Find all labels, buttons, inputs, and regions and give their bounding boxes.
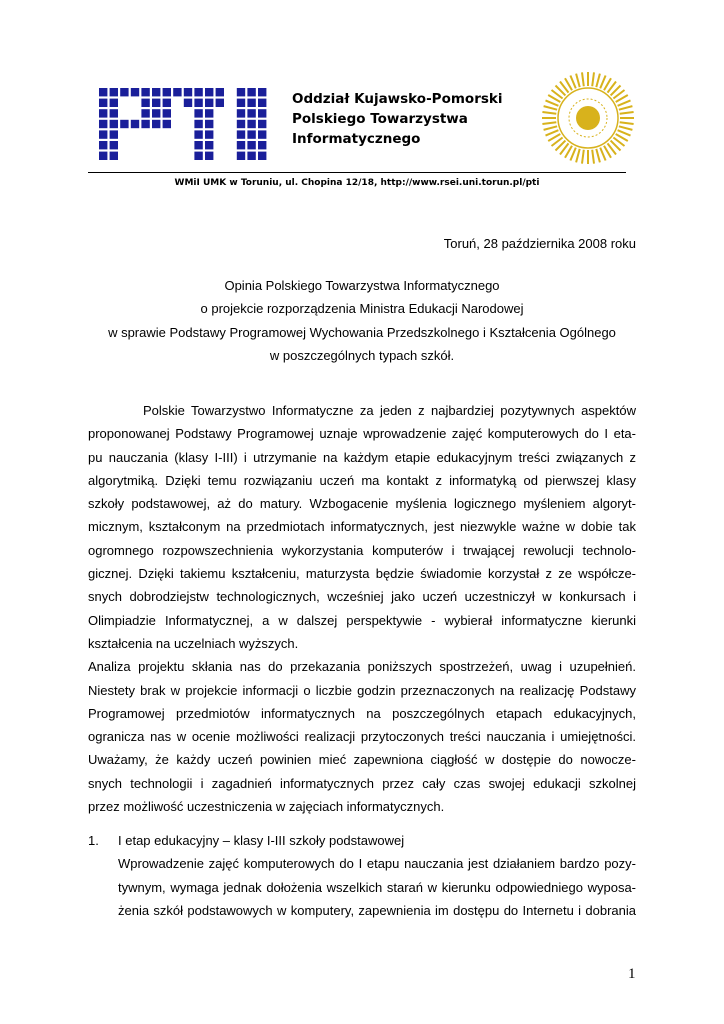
logo-block	[99, 109, 107, 117]
paragraph-line: snych dobrodziejstw technologicznych, wcześniej jako uczeń uczestniczył w konkursach i	[88, 589, 636, 605]
seal-ray	[542, 112, 556, 114]
logo-block	[247, 141, 255, 149]
header-address: WMiI UMK w Toruniu, ul. Chopina 12/18, http://www.rsei.uni.torun.pl/pti	[174, 178, 540, 188]
logo-block	[258, 120, 266, 128]
seal-ray	[618, 100, 631, 105]
logo-block	[152, 88, 160, 96]
logo-block	[141, 109, 149, 117]
logo-block	[99, 152, 107, 160]
logo-block	[258, 99, 266, 107]
paragraph-line: Polskie Towarzystwo Informatyczne za jeden z najbardziej pozytywnych aspektów	[143, 403, 636, 418]
logo-block	[205, 88, 213, 96]
seal-ray	[582, 72, 584, 86]
logo-block	[194, 120, 202, 128]
logo-block	[205, 130, 213, 138]
logo-block	[247, 120, 255, 128]
paragraph-line: algorytmiką. Dzięki temu rozwiązaniu uczeń ma kontakt z informatyką od pierwszej klasy	[88, 472, 636, 488]
logo-block	[247, 152, 255, 160]
title-line-3: w sprawie Podstawy Programowej Wychowania Przedszkolnego i Kształcenia Ogólnego	[108, 324, 616, 340]
logo-block	[205, 109, 213, 117]
logo-block	[258, 152, 266, 160]
seal-ray	[618, 130, 631, 135]
seal-ray	[546, 100, 559, 105]
org-name-line-2: Polskiego Towarzystwa	[292, 111, 468, 127]
logo-block	[258, 141, 266, 149]
paragraph-line: ogranicza nas w ocenie możliwości realizacji przytoczonych treści nauczania i umiejętności.	[88, 729, 636, 745]
logo-block	[247, 88, 255, 96]
list-item-number: 1.	[88, 833, 99, 848]
document-body	[88, 399, 636, 818]
logo-block	[184, 99, 192, 107]
logo-block	[216, 88, 224, 96]
logo-block	[99, 141, 107, 149]
logo-block	[152, 99, 160, 107]
paragraph-line: przez możliwość uczestniczenia w zajęciach informatycznych.	[88, 799, 445, 815]
logo-block	[194, 109, 202, 117]
logo-block	[194, 130, 202, 138]
organization-name	[292, 89, 503, 149]
logo-block	[163, 120, 171, 128]
logo-block	[237, 152, 245, 160]
logo-block	[163, 88, 171, 96]
list-item-line: Wprowadzenie zajęć komputerowych do I etapu nauczania jest działaniem bardzo pozy-	[118, 856, 636, 872]
logo-block	[237, 109, 245, 117]
seal-ray	[619, 126, 633, 130]
logo-block	[99, 99, 107, 107]
logo-block	[205, 141, 213, 149]
logo-block	[110, 109, 118, 117]
logo-block	[141, 120, 149, 128]
org-name-line-1: Oddział Kujawsko-Pomorski	[292, 91, 503, 107]
header-divider	[88, 172, 626, 173]
logo-block	[258, 130, 266, 138]
logo-block	[216, 99, 224, 107]
seal-ray	[542, 122, 556, 124]
logo-block	[141, 88, 149, 96]
pti-logo	[99, 88, 271, 160]
logo-block	[163, 109, 171, 117]
logo-block	[110, 130, 118, 138]
seal-ray	[576, 74, 580, 88]
seal-ray	[620, 122, 634, 124]
logo-block	[131, 120, 139, 128]
logo-block	[194, 99, 202, 107]
logo-block	[237, 120, 245, 128]
logo-block	[258, 88, 266, 96]
paragraph-line: kształcenia na uczelniach wyższych.	[88, 635, 299, 651]
seal-ray	[592, 72, 594, 86]
logo-block	[110, 88, 118, 96]
seal-ray	[546, 130, 559, 135]
seal-ray	[582, 150, 584, 164]
numbered-list	[88, 829, 636, 922]
paragraph-line: Uważamy, że każdy uczeń powinien mieć zapewniona ciągłość w dostępie do nowocze-	[88, 752, 636, 768]
list-item-1-body	[88, 852, 636, 922]
logo-block	[205, 99, 213, 107]
seal-ray	[592, 150, 594, 164]
logo-block	[141, 99, 149, 107]
logo-block	[99, 120, 107, 128]
logo-block	[205, 120, 213, 128]
seal-ray	[619, 106, 633, 110]
logo-block	[205, 152, 213, 160]
paragraph-line: proponowanej Podstawy Programowej uznaje wprowadzenie zajęć komputerowych do I eta-	[88, 426, 636, 442]
seal-ray	[576, 149, 580, 163]
paragraph-line: micznym, kształconym na przedmiotach informatycznych, jest niezwykle ważne w dobie tak	[88, 519, 636, 535]
paragraph-line: ogromnego rozpowszechnienia wykorzystania komputerów i trwającej rewolucji technolo-	[88, 542, 636, 558]
seal-ray	[570, 76, 575, 89]
logo-block	[194, 88, 202, 96]
logo-block	[110, 99, 118, 107]
seal-ray	[596, 149, 600, 163]
seal-ray	[570, 148, 575, 161]
logo-block	[237, 141, 245, 149]
logo-block	[110, 120, 118, 128]
logo-block	[247, 99, 255, 107]
logo-block	[99, 130, 107, 138]
paragraph-line: pu nauczania (klasy I-III) i utrzymanie na każdym etapie edukacyjnym treści związanych z	[88, 449, 636, 465]
page-number: 1	[628, 966, 636, 982]
paragraph-line: Olimpiadzie Informatycznej, a w dalszej perspektywie - wybierał informatyczne kierunki	[88, 612, 636, 628]
title-line-1: Opinia Polskiego Towarzystwa Informatycznego	[224, 278, 500, 293]
logo-block	[237, 99, 245, 107]
document-date: Toruń, 28 października 2008 roku	[443, 236, 636, 251]
list-item-1-heading	[88, 829, 636, 852]
logo-block	[184, 88, 192, 96]
logo-block	[194, 141, 202, 149]
seal-ray	[620, 112, 634, 114]
seal-ray	[596, 74, 600, 88]
logo-block	[194, 152, 202, 160]
list-item-line: tywnym, wymaga jednak dołożenia wszelkich starań w kierunku odpowiedniego wyposa-	[118, 879, 636, 895]
paragraph-2	[88, 655, 636, 818]
title-line-2: o projekcie rozporządzenia Ministra Edukacji Narodowej	[200, 301, 524, 317]
logo-block	[120, 120, 128, 128]
list-item-title: I etap edukacyjny – klasy I-III szkoły podstawowej	[118, 833, 405, 848]
paragraph-line: szkoły podstawowej, aż do matury. Wzbogacenie myślenia logicznego myśleniem algoryt-	[88, 496, 636, 512]
logo-block	[110, 141, 118, 149]
paragraph-line: Analiza projektu skłania nas do przekazania poniższych spostrzeżeń, uwag i uzupełnień.	[88, 659, 636, 675]
paragraph-line: gicznej. Dzięki takiemu kształceniu, maturzysta będzie świadomie korzystał z ze współcze-	[88, 566, 636, 582]
logo-block	[247, 109, 255, 117]
document-title	[88, 274, 636, 367]
logo-block	[237, 88, 245, 96]
title-line-4: w poszczególnych typach szkół.	[269, 347, 455, 363]
seal-ray	[600, 76, 605, 89]
seal-ray	[544, 106, 558, 110]
seal-ray	[600, 148, 605, 161]
org-name-line-3: Informatycznego	[292, 131, 421, 147]
logo-block	[131, 88, 139, 96]
seal-ray	[544, 126, 558, 130]
logo-block	[99, 88, 107, 96]
university-seal-icon	[540, 70, 636, 166]
paragraph-1	[88, 399, 636, 655]
logo-block	[120, 88, 128, 96]
logo-block	[163, 99, 171, 107]
paragraph-line: Programowej przedmiotów informatycznych na poszczególnych etapach edukacyjnych,	[88, 705, 636, 721]
logo-block	[152, 120, 160, 128]
logo-block	[152, 109, 160, 117]
paragraph-line: Niestety brak w projekcie informacji o liczbie godzin przeznaczonych na realizację Podstawy	[88, 682, 636, 698]
logo-block	[237, 130, 245, 138]
logo-block	[258, 109, 266, 117]
logo-block	[173, 88, 181, 96]
list-item-line: żenia szkół podstawowych w komputery, zapewnienia im dostępu do Internetu i dobrania	[118, 902, 636, 918]
paragraph-line: snych technologii i zagadnień informatycznych przez cały czas swojej edukacji szkolnej	[88, 775, 636, 791]
logo-block	[247, 130, 255, 138]
logo-block	[110, 152, 118, 160]
